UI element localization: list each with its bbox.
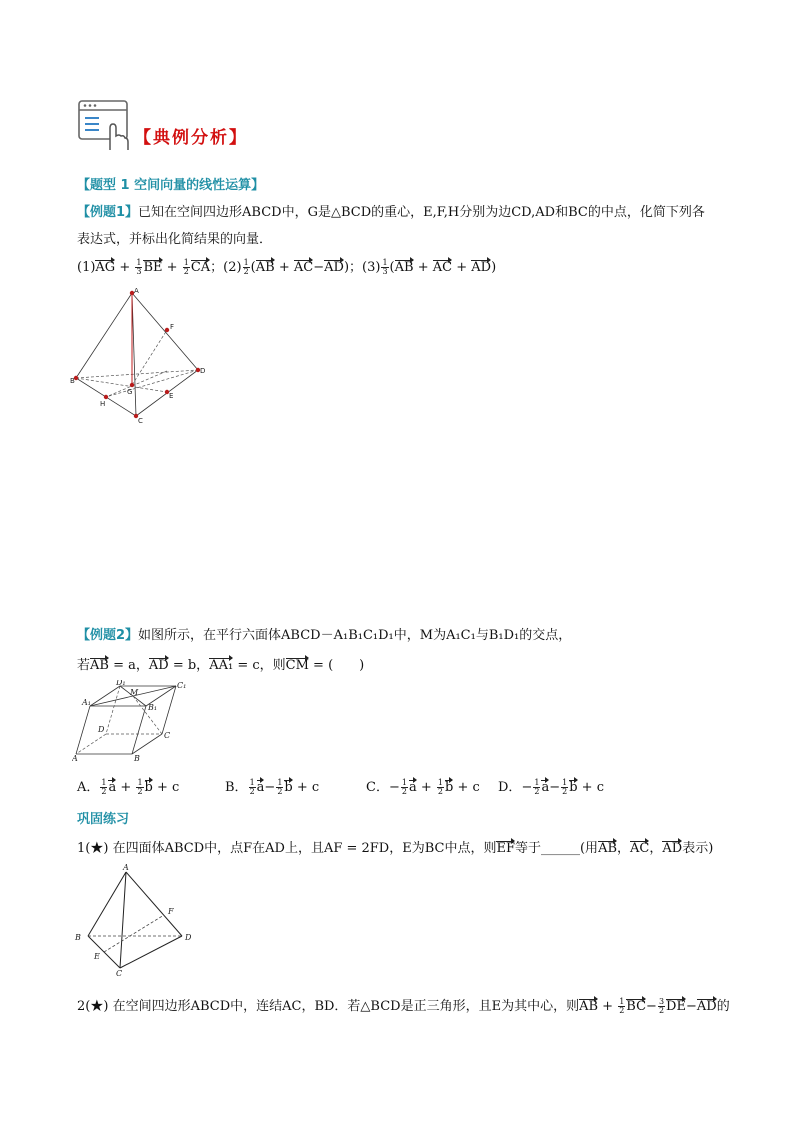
question-1: 1(★) 在四面体ABCD中，点F在AD上，且AF = 2FD，E为BC中点，则EF等于______(用AB，AC，AD表示) bbox=[77, 841, 714, 856]
tetrahedron-figure bbox=[70, 285, 210, 425]
label-C: C bbox=[138, 417, 143, 425]
fraction: $\frac{1}{3}$ bbox=[382, 258, 388, 276]
label-D: D bbox=[200, 367, 206, 375]
example1-text-2: 表达式，并标出化简结果的向量． bbox=[77, 232, 273, 247]
label-A: A bbox=[72, 754, 78, 762]
example1-text: 【例题1】已知在空间四边形ABCD中，G是△BCD的重心，E,F,H分别为边CD,AD和BC的中点，化简下列各 bbox=[77, 205, 705, 220]
fraction: $\frac{1}{3}$ bbox=[136, 258, 142, 276]
label-D: D bbox=[185, 933, 192, 942]
option-a[interactable]: A． $\frac{1}{2}$ a + $\frac{1}{2}$ b + c bbox=[77, 778, 180, 796]
label-H: H bbox=[100, 400, 106, 408]
label-A1: A₁ bbox=[82, 698, 91, 707]
fraction: $\frac{1}{2}$ bbox=[243, 258, 249, 276]
example1-tag: 【例题1】 bbox=[77, 205, 139, 220]
parallelepiped-figure bbox=[72, 680, 192, 762]
label-E: E bbox=[169, 392, 174, 400]
question-2: 2(★) 在空间四边形ABCD中，连结AC，BD．若△BCD是正三角形，且E为其中心，则AB + $\frac{1}{2}$ BC− $\frac{3}{2}$ DE−AD的 bbox=[77, 997, 730, 1015]
label-D: D bbox=[98, 725, 105, 734]
example1-expressions: (1)AG + $\frac{1}{3}$ BE + $\frac{1}{2}$ CA；(2) $\frac{1}{2}$ (AB + AC−AD)；(3) $\frac{1}{3}$ (AB + AC + AD) bbox=[77, 258, 497, 276]
option-c[interactable]: C．− $\frac{1}{2}$ a + $\frac{1}{2}$ b + c bbox=[366, 778, 480, 796]
label-B1: B₁ bbox=[148, 703, 158, 712]
label-A: A bbox=[123, 863, 129, 872]
section-header: 【典例分析】 bbox=[134, 128, 248, 148]
example2-condition: 若AB = a，AD = b，AA₁ = c，则CM = ( ) bbox=[77, 658, 365, 673]
label-C: C bbox=[116, 969, 123, 978]
label-G: G bbox=[127, 388, 133, 396]
label-A: A bbox=[134, 287, 139, 295]
label-E: E bbox=[94, 952, 100, 961]
label-C: C bbox=[164, 731, 171, 740]
label-B: B bbox=[75, 933, 81, 942]
lesson-icon bbox=[77, 98, 135, 154]
label-M: M bbox=[130, 688, 139, 697]
label-D1: D₁ bbox=[116, 680, 126, 687]
label-B: B bbox=[134, 754, 140, 762]
practice-heading: 巩固练习 bbox=[77, 812, 130, 827]
example2-tag: 【例题2】 bbox=[77, 628, 139, 643]
label-C1: C₁ bbox=[177, 681, 187, 690]
label-F: F bbox=[168, 907, 174, 916]
option-b[interactable]: B． $\frac{1}{2}$ a− $\frac{1}{2}$ b + c bbox=[225, 778, 320, 796]
label-F: F bbox=[170, 323, 175, 331]
label-B: B bbox=[70, 377, 75, 385]
fraction: $\frac{1}{2}$ bbox=[183, 258, 189, 276]
topic-heading: 【题型 1 空间向量的线性运算】 bbox=[77, 178, 265, 193]
tetrahedron-figure-2 bbox=[72, 862, 202, 980]
example2-text: 【例题2】如图所示，在平行六面体ABCD－A₁B₁C₁D₁中，M为A₁C₁与B₁D₁的交点， bbox=[77, 628, 572, 643]
option-d[interactable]: D．− $\frac{1}{2}$ a− $\frac{1}{2}$ b + c bbox=[498, 778, 604, 796]
